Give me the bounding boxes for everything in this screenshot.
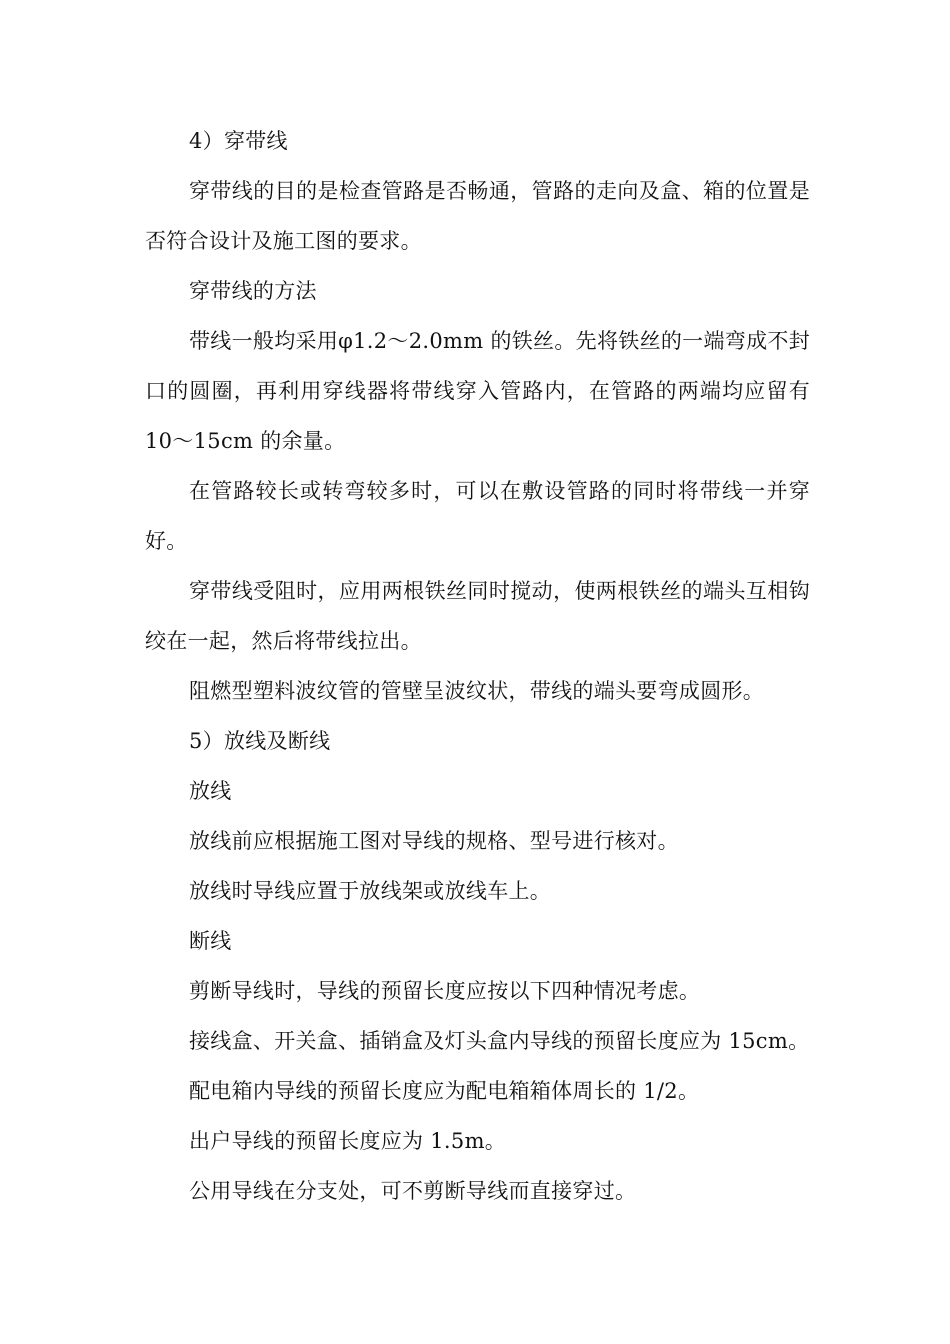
paragraph-corrugated: 阻燃型塑料波纹管的管壁呈波纹状，带线的端头要弯成圆形。: [189, 679, 765, 703]
subheading-method: 穿带线的方法: [189, 279, 317, 303]
section-heading-5: 5）放线及断线: [189, 729, 331, 753]
paragraph-panel-length: 配电箱内导线的预留长度应为配电箱箱体周长的 1/2。: [189, 1079, 700, 1103]
paragraph-check-spec: 放线前应根据施工图对导线的规格、型号进行核对。: [189, 829, 679, 853]
paragraph-outlet-length: 出户导线的预留长度应为 1.5m。: [189, 1129, 507, 1153]
section-heading-4: 4）穿带线: [189, 129, 288, 153]
paragraph-long-pipe: 在管路较长或转弯较多时，可以在敷设管路的同时将带线一并穿好。: [145, 479, 810, 553]
paragraph-branch: 公用导线在分支处，可不剪断导线而直接穿过。: [189, 1179, 637, 1203]
paragraph-purpose: 穿带线的目的是检查管路是否畅通，管路的走向及盒、箱的位置是否符合设计及施工图的要求。: [145, 179, 810, 253]
paragraph-blocked: 穿带线受阻时，应用两根铁丝同时搅动，使两根铁丝的端头互相钩绞在一起，然后将带线拉出。: [145, 579, 810, 653]
document-body: [145, 116, 810, 1216]
paragraph-reel: 放线时导线应置于放线架或放线车上。: [189, 879, 552, 903]
paragraph-box-length: 接线盒、开关盒、插销盒及灯头盒内导线的预留长度应为 15cm。: [189, 1029, 810, 1053]
paragraph-cut-rules: 剪断导线时，导线的预留长度应按以下四种情况考虑。: [189, 979, 701, 1003]
subheading-pay-out: 放线: [189, 779, 232, 803]
subheading-cut: 断线: [189, 929, 232, 953]
paragraph-wire-spec: 带线一般均采用φ1.2～2.0mm 的铁丝。先将铁丝的一端弯成不封口的圆圈，再利用穿线器将带线穿入管路内，在管路的两端均应留有 10～15cm 的余量。: [145, 329, 810, 453]
